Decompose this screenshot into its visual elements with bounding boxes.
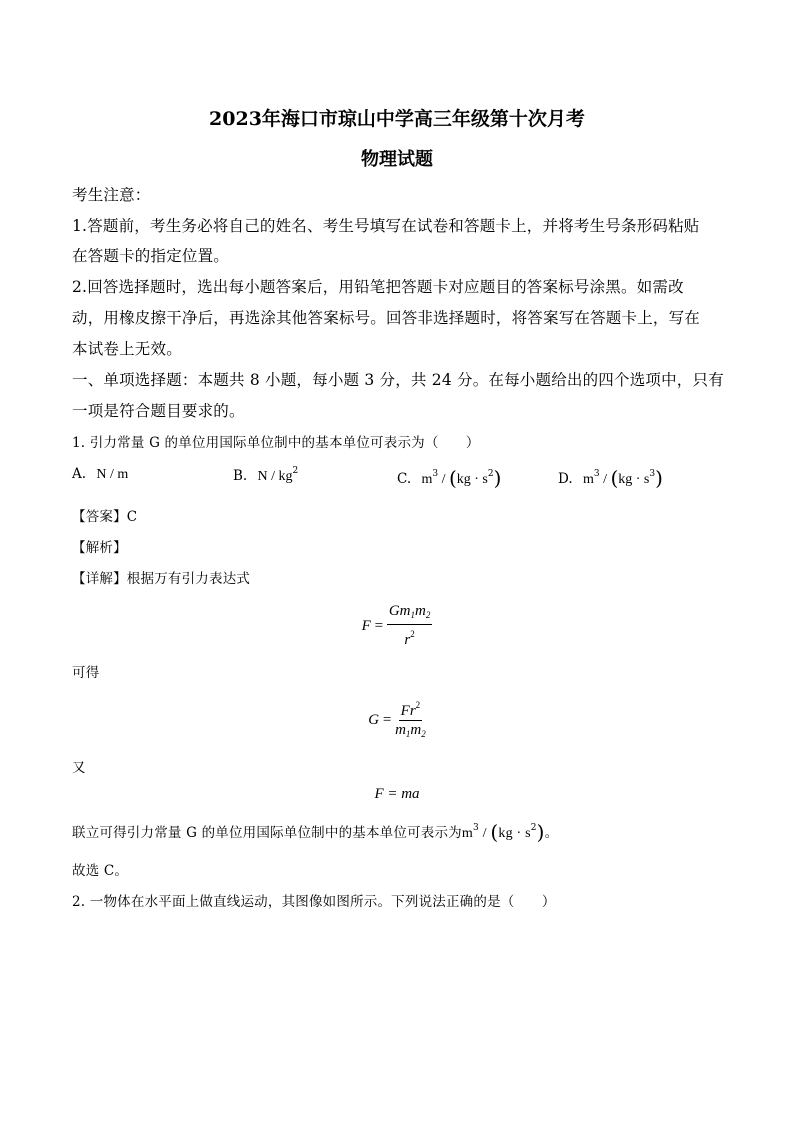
- notice-heading: 考生注意：: [72, 186, 151, 204]
- notice-item1-line1: 1.答题前，考生务必将自己的姓名、考生号填写在试卷和答题卡上，并将考生号条形码粘贴: [72, 217, 700, 235]
- equation-gravitation: F = $\frac{Gm_1m_2}{r^2}$: [361, 603, 431, 648]
- notice-item2-line1: 2.回答选择题时，选出每小题答案后，用铅笔把答题卡对应题目的答案标号涂黑。如需改: [72, 278, 684, 296]
- q1-analysis-label: 【解析】: [72, 540, 127, 556]
- q1-answer: 【答案】C: [72, 509, 138, 525]
- exam-subtitle: 物理试题: [361, 149, 433, 170]
- section1-line2: 一项是符合题目要求的。: [72, 402, 245, 420]
- q1-option-a[interactable]: A. N / m: [72, 466, 129, 482]
- q1-option-b[interactable]: B. N / $kg^2$: [233, 466, 299, 484]
- q1-option-d[interactable]: D. $m^3 / (kg \cdot s^3)$: [558, 466, 663, 490]
- section1-line1: 一、单项选择题：本题共 8 小题，每小题 3 分，共 24 分。在每小题给出的四个选项中，只有: [72, 371, 724, 389]
- notice-item2-line3: 本试卷上无效。: [72, 340, 182, 358]
- q2-stem: 2. 一物体在水平面上做直线运动，其图像如图所示。下列说法正确的是（ ）: [72, 894, 556, 910]
- equation-newton: F = ma: [374, 786, 420, 802]
- equation-g-solved: G = $\frac{Fr^2}{m_1m_2}$: [0, 697, 794, 742]
- notice-item1-line2: 在答题卡的指定位置。: [72, 247, 230, 265]
- q1-detail: 【详解】根据万有引力表达式: [72, 571, 251, 587]
- notice-item2-line2: 动，用橡皮擦干净后，再选涂其他答案标号。回答非选择题时，将答案写在答题卡上，写在: [72, 309, 701, 327]
- q1-option-c[interactable]: C. $m^3 / (kg \cdot s^2)$: [397, 466, 502, 490]
- q1-you: 又: [72, 760, 86, 776]
- exam-title: 2023年海口市琼山中学高三年级第十次月考: [209, 108, 585, 130]
- q1-choose: 故选 C。: [72, 863, 129, 879]
- q1-stem: 1. 引力常量 G 的单位用国际单位制中的基本单位可表示为（ ）: [72, 435, 480, 451]
- q1-conclusion: 联立可得引力常量 G 的单位用国际单位制中的基本单位可表示为$m^3 / (kg \cdot s^2)$。: [72, 820, 559, 844]
- q1-keyi: 可得: [72, 665, 100, 681]
